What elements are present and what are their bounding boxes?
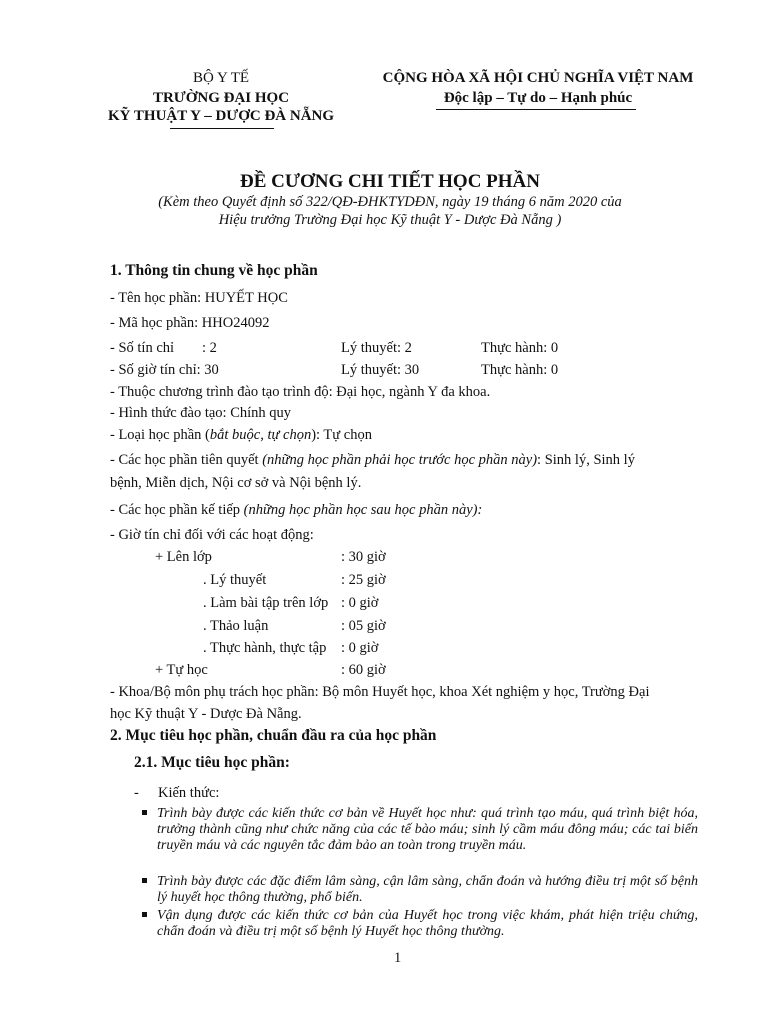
activity-value: : 25 giờ	[341, 572, 386, 588]
knowledge-label: Kiến thức:	[158, 785, 220, 801]
credits-label: - Số tín chỉ	[110, 340, 175, 356]
objectives-heading: 2.1. Mục tiêu học phần:	[134, 754, 290, 771]
bullet-square-icon	[142, 810, 147, 815]
department-line2: học Kỹ thuật Y - Dược Đà Nẵng.	[110, 706, 302, 722]
course-name: - Tên học phần: HUYẾT HỌC	[110, 290, 288, 306]
activity-label: + Tự học	[155, 662, 208, 678]
decision-issuer: Hiệu trưởng Trường Đại học Kỹ thuật Y - Dược Đà Nẵng )	[218, 212, 562, 228]
activity-value: : 30 giờ	[341, 549, 386, 565]
university-name-line2: KỸ THUẬT Y – DƯỢC ĐÀ NẴNG	[107, 108, 335, 124]
credit-hours-theory: Lý thuyết: 30	[341, 362, 420, 378]
credit-hours-practice: Thực hành: 0	[481, 362, 559, 378]
document-title: ĐỀ CƯƠNG CHI TIẾT HỌC PHẦN	[240, 171, 540, 192]
course-type	[110, 425, 372, 445]
page-number: 1	[394, 950, 402, 966]
department-line1: - Khoa/Bộ môn phụ trách học phần: Bộ môn Huyết học, khoa Xét nghiệm y học, Trường Đại	[110, 684, 650, 700]
prerequisites-prefix: - Các học phần tiên quyết	[110, 452, 263, 468]
prerequisites-line2: bệnh, Miễn dịch, Nội cơ sở và Nội bệnh lý.	[110, 475, 362, 491]
credits-value: : 2	[202, 340, 217, 356]
training-program: - Thuộc chương trình đào tạo trình độ: Đại học, ngành Y đa khoa.	[110, 384, 491, 400]
section-2-heading: 2. Mục tiêu học phần, chuẩn đầu ra của học phần	[110, 727, 437, 744]
credits-theory: Lý thuyết: 2	[341, 340, 412, 356]
next-courses-prefix: - Các học phần kế tiếp	[110, 502, 244, 518]
course-type-prefix: - Loại học phần (	[110, 427, 210, 443]
header-left-underline	[170, 128, 274, 129]
ministry-name: BỘ Y TẾ	[192, 70, 250, 86]
course-code: - Mã học phần: HHO24092	[110, 315, 270, 331]
objective-bullet	[142, 874, 698, 906]
bullet-square-icon	[142, 878, 147, 883]
activity-label: . Lý thuyết	[203, 572, 267, 588]
bullet-square-icon	[142, 912, 147, 917]
prerequisites-line1	[110, 450, 697, 470]
objective-bullet	[142, 908, 698, 940]
activities-heading: - Giờ tín chỉ đối với các hoạt động:	[110, 527, 314, 543]
prerequisites-note: (những học phần phải học trước học phần này)	[262, 452, 538, 468]
next-courses-note: (những học phần học sau học phần này):	[243, 502, 483, 518]
activity-value: : 0 giờ	[341, 640, 379, 656]
objective-bullet	[142, 806, 698, 854]
activity-label: . Thực hành, thực tập	[203, 640, 327, 656]
objective-text: Vận dụng được các kiến thức cơ bản của Huyết học trong việc khám, phát hiện triệu chứng, chẩn đoán và điều trị một số bệnh lý Huyết học thông thường.	[157, 908, 698, 939]
credits-practice: Thực hành: 0	[481, 340, 559, 356]
university-name-line1: TRƯỜNG ĐẠI HỌC	[152, 90, 290, 106]
activity-value: : 0 giờ	[341, 595, 379, 611]
activity-label: . Thảo luận	[203, 618, 269, 634]
credit-hours-label: - Số giờ tín chỉ: 30	[110, 362, 219, 378]
activity-label: . Làm bài tập trên lớp	[203, 595, 329, 611]
next-courses	[110, 500, 482, 520]
objective-text: Trình bày được các đặc điểm lâm sàng, cận lâm sàng, chẩn đoán và hướng điều trị một số bệnh lý huyết học thông thường, phổ biến.	[157, 874, 698, 905]
national-title: CỘNG HÒA XÃ HỘI CHỦ NGHĨA VIỆT NAM	[382, 70, 694, 86]
decision-reference: (Kèm theo Quyết định số 322/QĐ-ĐHKTYDĐN, ngày 19 tháng 6 năm 2020 của	[158, 194, 622, 210]
knowledge-dash: -	[134, 785, 139, 801]
objective-text: Trình bày được các kiến thức cơ bản về Huyết học như: quá trình tạo máu, quá trình biệt hóa, trưởng thành cũng như chức năng của các tế bào máu; sinh lý cầm máu đông máu; các tai biến truyền máu và các nguyên tắc đảm bảo an toàn trong truyền máu.	[157, 806, 698, 853]
national-motto: Độc lập – Tự do – Hạnh phúc	[443, 90, 633, 106]
activity-value: : 05 giờ	[341, 618, 386, 634]
activity-value: : 60 giờ	[341, 662, 386, 678]
course-type-value: ): Tự chọn	[311, 427, 372, 443]
activity-label: + Lên lớp	[155, 549, 212, 565]
header-right-underline	[436, 109, 636, 110]
course-type-options: bắt buộc, tự chọn	[209, 427, 312, 443]
prerequisites-courses: : Sinh lý, Sinh lý	[537, 452, 635, 468]
training-form: - Hình thức đào tạo: Chính quy	[110, 405, 292, 421]
section-1-heading: 1. Thông tin chung về học phần	[110, 262, 318, 279]
